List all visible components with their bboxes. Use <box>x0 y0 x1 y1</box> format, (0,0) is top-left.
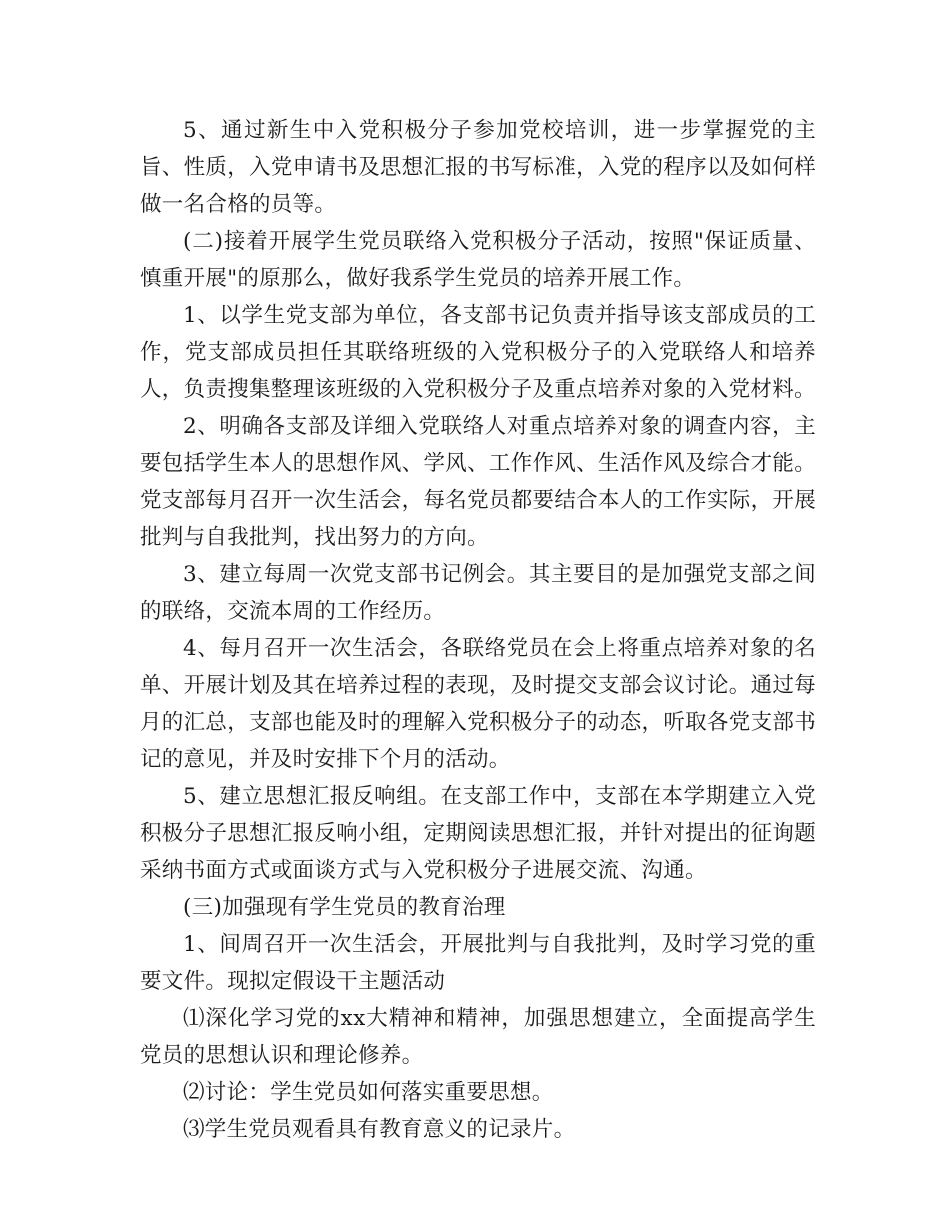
list-item: ⑴深化学习党的xx大精神和精神，加强思想建立，全面提高学生党员的思想认识和理论修养。 <box>140 1006 816 1068</box>
paragraph: 1、间周召开一次生活会，开展批判与自我批判，及时学习党的重要文件。现拟定假设干主题活动 <box>140 932 816 994</box>
list-item: ⑵讨论：学生党员如何落实重要思想。 <box>183 1080 554 1105</box>
paragraph: 4、每月召开一次生活会，各联络党员在会上将重点培养对象的名单、开展计划及其在培养过程的表现，及时提交支部会议讨论。通过每月的汇总，支部也能及时的理解入党积极分子的动态，听取各党支部书记的意见，并及时安排下个月的活动。 <box>140 636 816 772</box>
paragraph: 3、建立每周一次党支部书记例会。其主要目的是加强党支部之间的联络，交流本周的工作经历。 <box>140 562 816 624</box>
paragraph: 1、以学生党支部为单位，各支部书记负责并指导该支部成员的工作，党支部成员担任其联络班级的入党积极分子的入党联络人和培养人，负责搜集整理该班级的入党积极分子及重点培养对象的入党材料。 <box>140 303 816 402</box>
paragraph: 5、建立思想汇报反响组。在支部工作中，支部在本学期建立入党积极分子思想汇报反响小组，定期阅读思想汇报，并针对提出的征询题采纳书面方式或面谈方式与入党积极分子进展交流、沟通。 <box>140 784 816 883</box>
document-body <box>140 112 816 1148</box>
paragraph: 5、通过新生中入党积极分子参加党校培训，进一步掌握党的主旨、性质，入党申请书及思想汇报的书写标准，入党的程序以及如何样做一名合格的员等。 <box>140 118 816 217</box>
paragraph: 2、明确各支部及详细入党联络人对重点培养对象的调查内容，主要包括学生本人的思想作风、学风、工作作风、生活作风及综合才能。党支部每月召开一次生活会，每名党员都要结合本人的工作实际，开展批判与自我批判，找出努力的方向。 <box>140 414 816 550</box>
paragraph: (二)接着开展学生党员联络入党积极分子活动，按照"保证质量、慎重开展"的原那么，做好我系学生党员的培养开展工作。 <box>140 229 816 291</box>
list-item: ⑶学生党员观看具有教育意义的记录片。 <box>183 1117 576 1142</box>
section-heading: (三)加强现有学生党员的教育治理 <box>183 895 506 920</box>
